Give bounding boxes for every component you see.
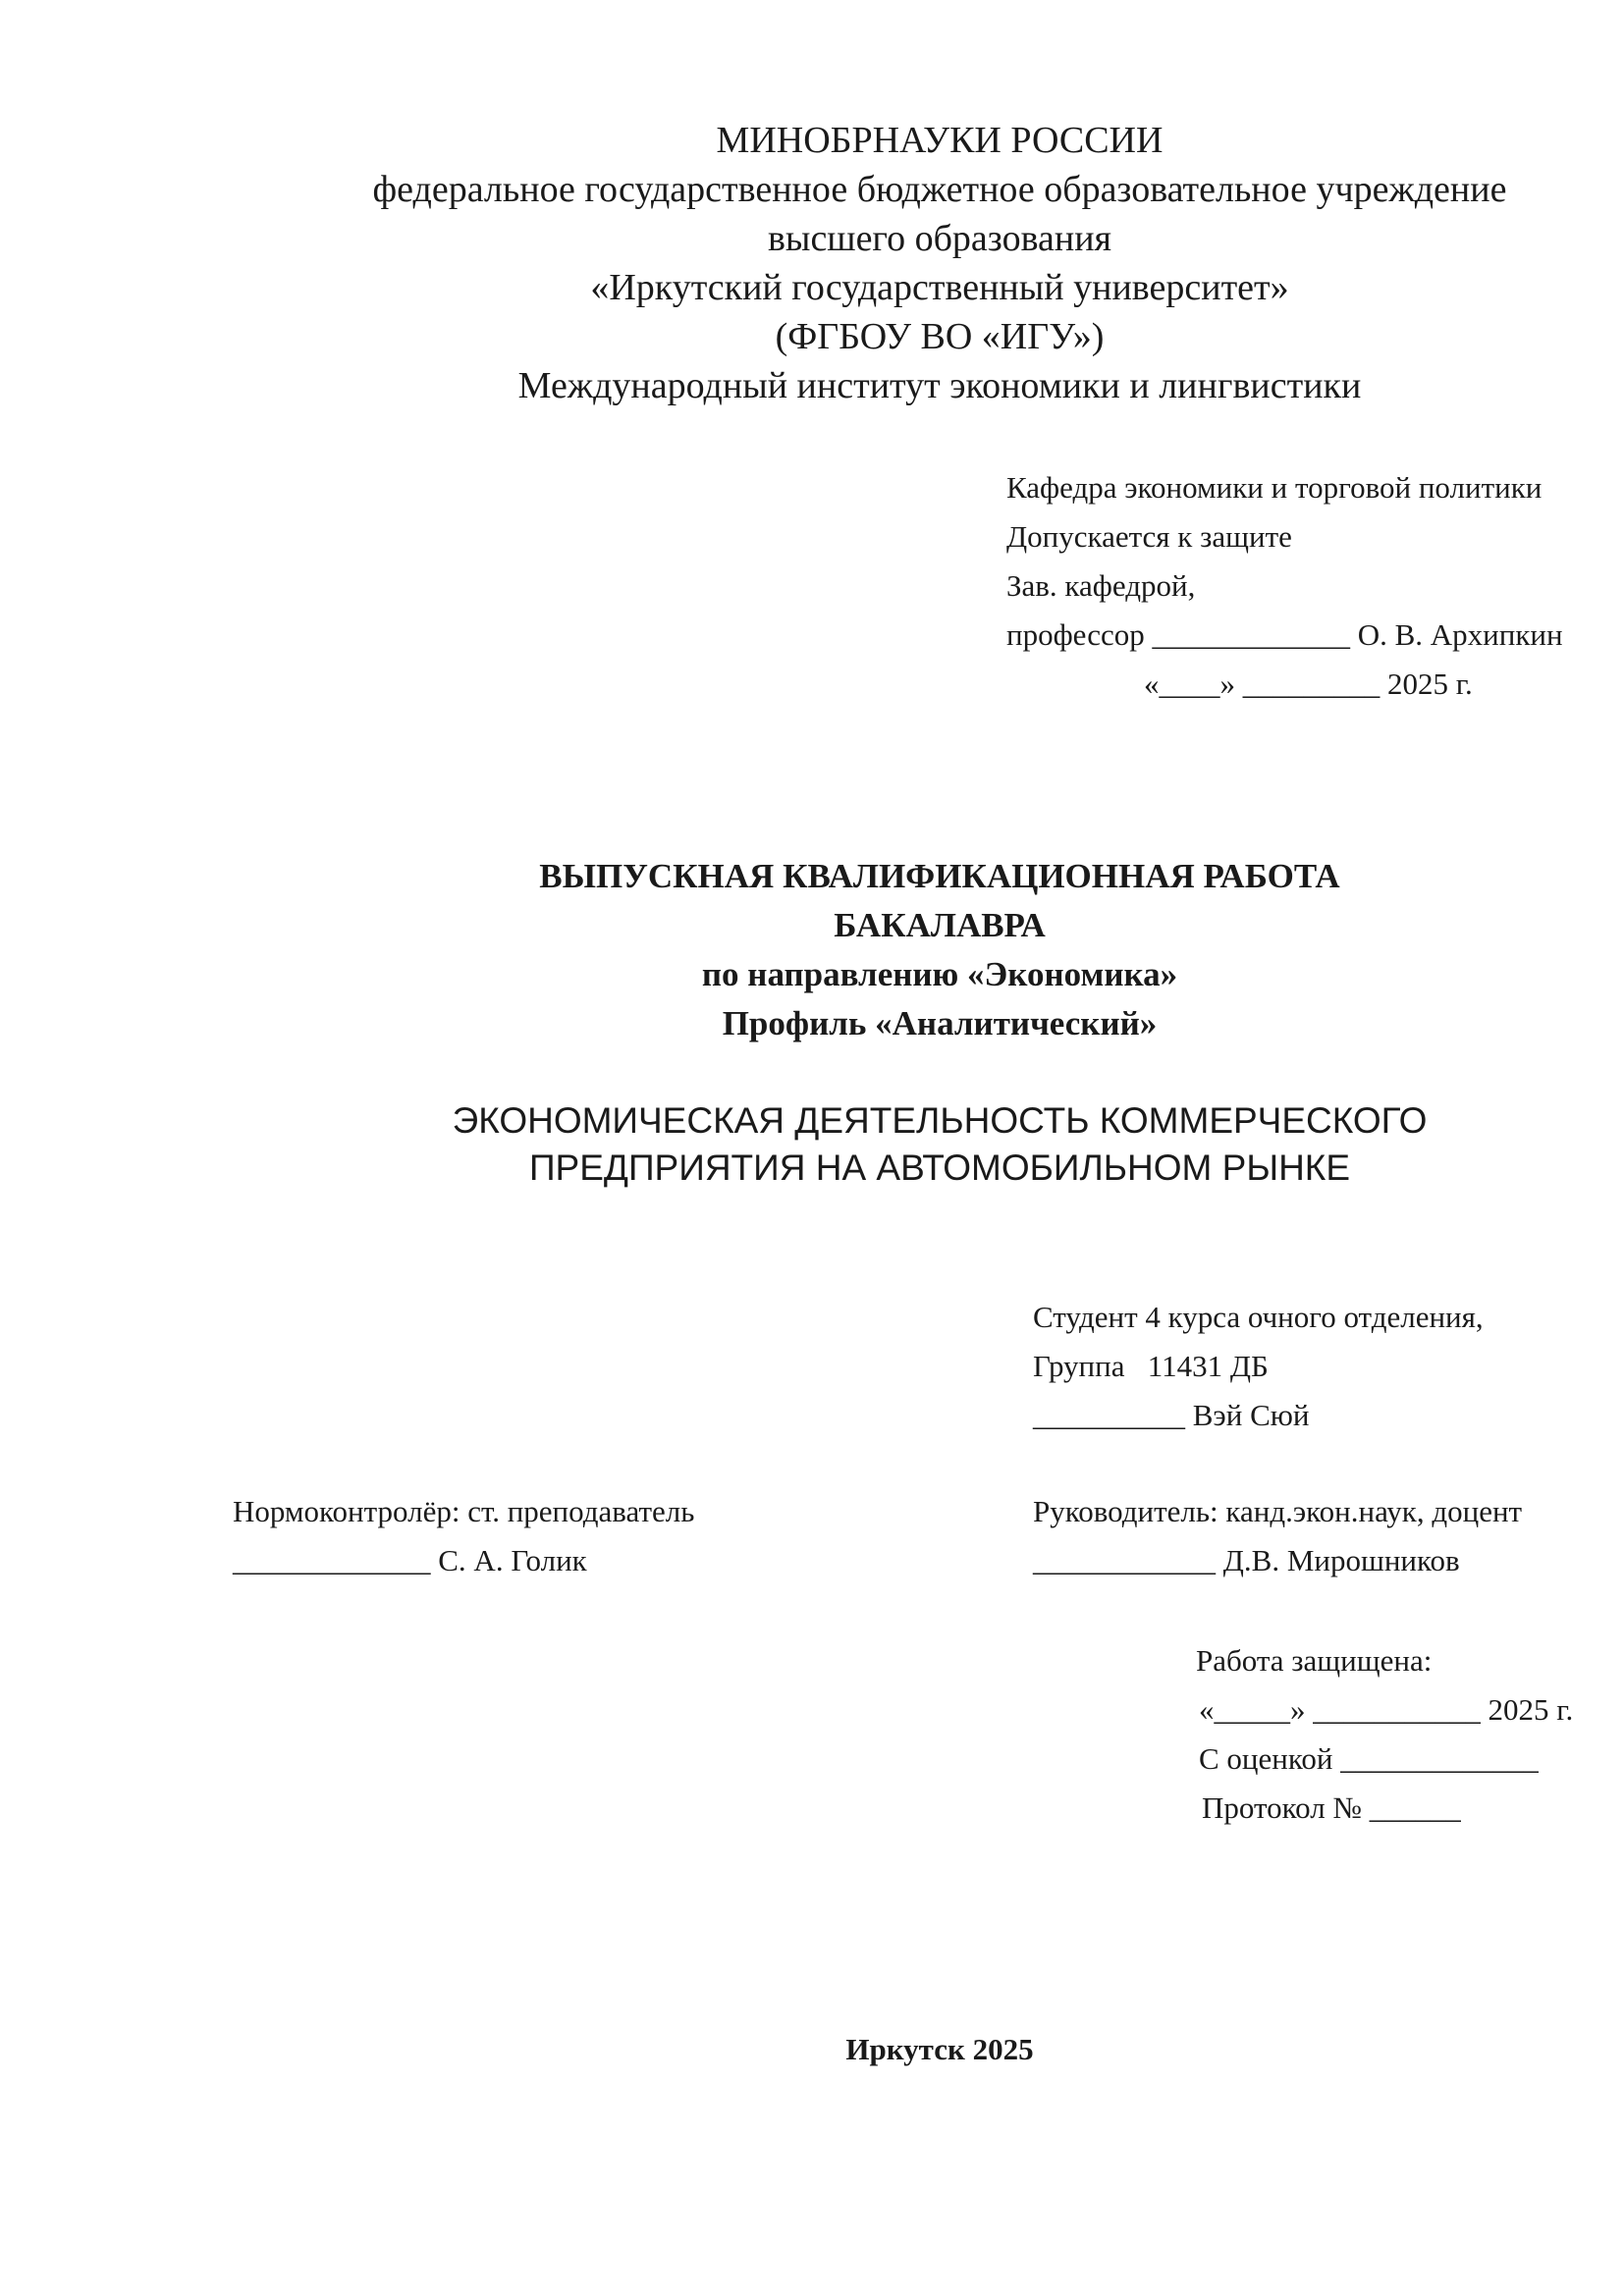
- thesis-topic: [321, 1097, 1558, 1192]
- ministry-name: МИНОБРНАУКИ РОССИИ: [716, 120, 1164, 161]
- supervisor-name: ____________ Д.В. Мирошников: [1033, 1543, 1460, 1577]
- supervisor-block: [1033, 1487, 1522, 1585]
- document-header: [321, 116, 1558, 410]
- defense-status: Работа защищена:: [1196, 1643, 1433, 1678]
- student-name: __________ Вэй Сюй: [1033, 1398, 1310, 1432]
- institute-name: Международный институт экономики и лингвистики: [517, 365, 1362, 406]
- approval-date: «____» _________ 2025 г.: [1144, 667, 1473, 701]
- thesis-profile: Профиль «Аналитический»: [722, 1004, 1158, 1042]
- university-name: «Иркутский государственный университет»: [590, 267, 1289, 308]
- institution-type-line1: федеральное государственное бюджетное образовательное учреждение: [372, 169, 1507, 210]
- normocontrol-role: Нормоконтролёр: ст. преподаватель: [233, 1494, 695, 1528]
- normocontrol-block: [233, 1487, 694, 1585]
- thesis-type-line1: ВЫПУСКНАЯ КВАЛИФИКАЦИОННАЯ РАБОТА: [539, 857, 1340, 895]
- topic-line2: ПРЕДПРИЯТИЯ НА АВТОМОБИЛЬНОМ РЫНКЕ: [528, 1148, 1351, 1188]
- admitted-to-defense: Допускается к защите: [1006, 519, 1292, 554]
- normocontrol-name: _____________ С. А. Голик: [233, 1543, 587, 1577]
- defense-protocol: Протокол № ______: [1202, 1790, 1461, 1825]
- defense-date: «_____» ___________ 2025 г.: [1199, 1692, 1574, 1727]
- topic-line1: ЭКОНОМИЧЕСКАЯ ДЕЯТЕЛЬНОСТЬ КОММЕРЧЕСКОГО: [452, 1100, 1428, 1141]
- student-group: Группа 11431 ДБ: [1033, 1349, 1269, 1383]
- student-course: Студент 4 курса очного отделения,: [1033, 1300, 1484, 1334]
- approval-block: [1006, 463, 1563, 709]
- professor-signature: профессор _____________ О. В. Архипкин: [1006, 617, 1563, 652]
- defense-block: [1196, 1636, 1573, 1833]
- defense-grade: С оценкой _____________: [1199, 1741, 1539, 1776]
- student-block: [1033, 1293, 1484, 1440]
- thesis-direction: по направлению «Экономика»: [701, 955, 1178, 993]
- head-of-department: Зав. кафедрой,: [1006, 568, 1196, 603]
- thesis-title-block: [321, 852, 1558, 1048]
- department-name: Кафедра экономики и торговой политики: [1006, 470, 1543, 505]
- supervisor-role: Руководитель: канд.экон.наук, доцент: [1033, 1494, 1523, 1528]
- institution-type-line2: высшего образования: [767, 218, 1112, 259]
- thesis-type-line2: БАКАЛАВРА: [834, 906, 1046, 944]
- city-year: Иркутск 2025: [845, 2032, 1034, 2066]
- university-abbreviation: (ФГБОУ ВО «ИГУ»): [775, 316, 1105, 357]
